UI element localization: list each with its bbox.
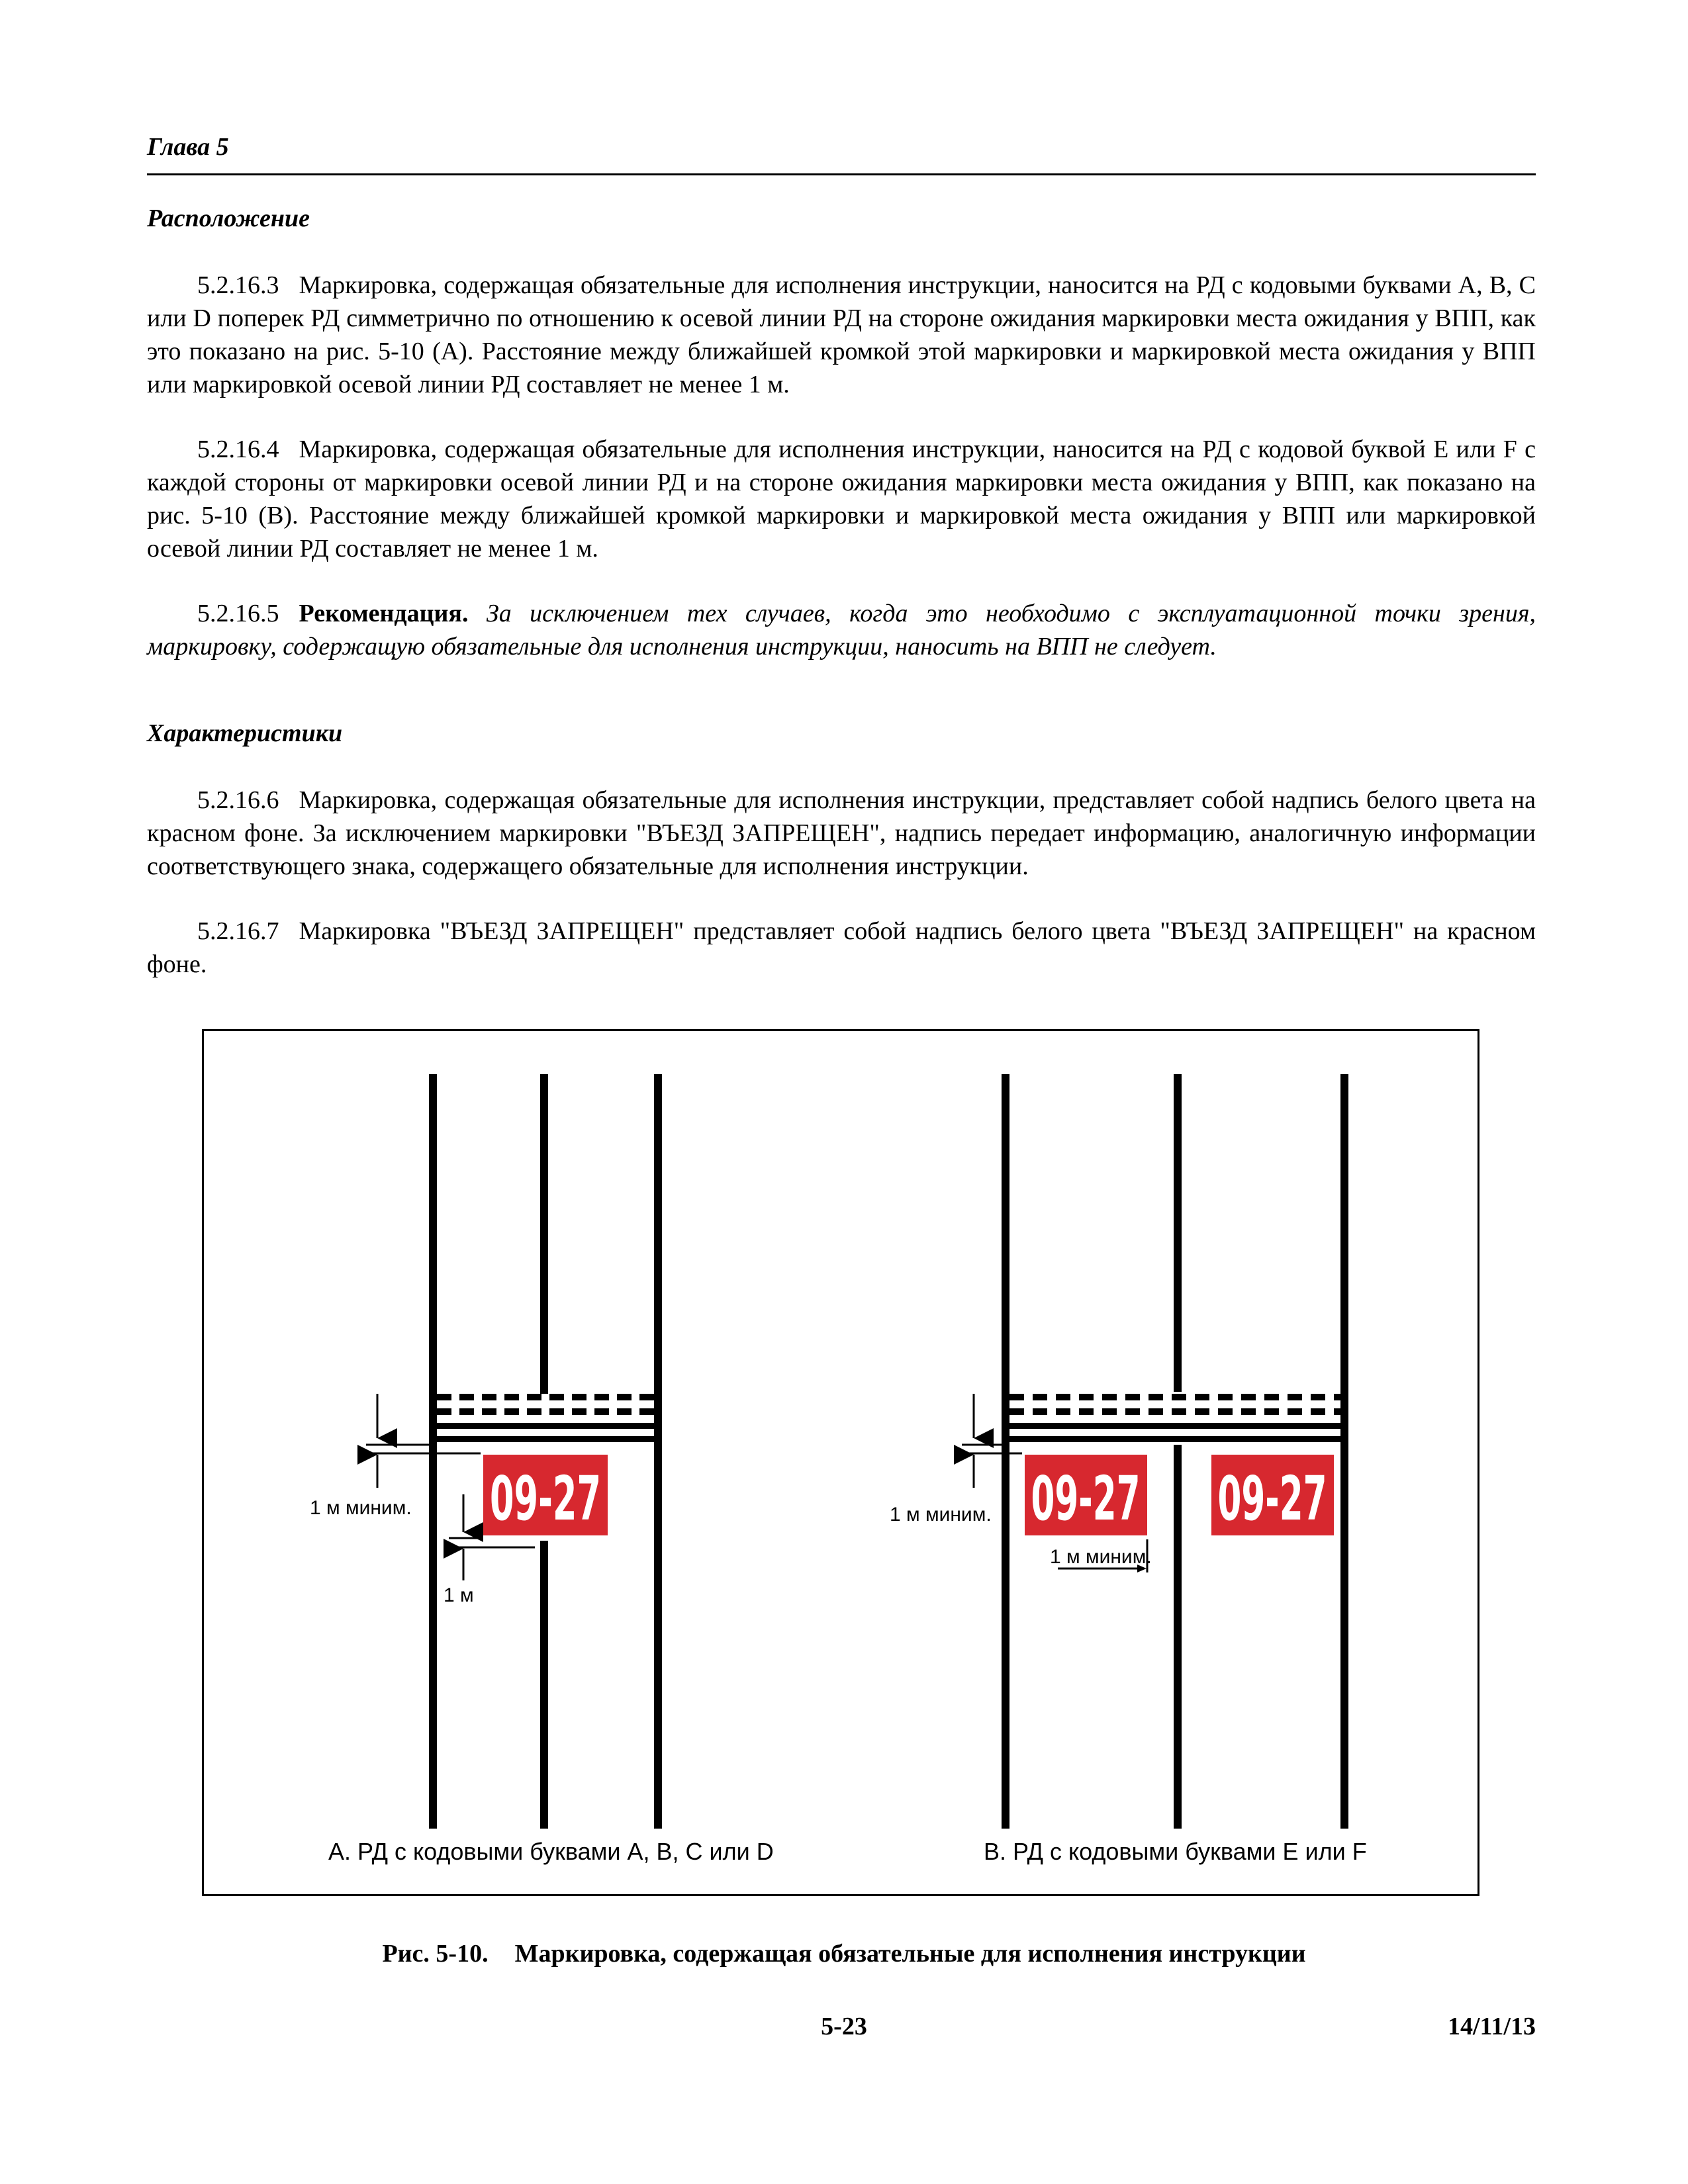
figure-caption-number: Рис. 5-10. xyxy=(382,1940,489,1968)
panel-b-holding-position-marking xyxy=(1009,1394,1348,1442)
paragraph-text: Маркировка, содержащая обязательные для исполнения инструкции, наносится на РД с кодовой буквой E или F с каждой стороны от маркировки осевой линии РД и на стороне ожидания маркировки места ожидания у ВПП, как показано на рис. 5-10 (B). Расстояние между ближайшей кромкой маркировки и маркировкой места ожидания у ВПП или маркировкой осевой линии РД составляет не менее 1 м. xyxy=(147,435,1536,563)
figure-5-10 xyxy=(202,1029,1479,1896)
panel-a-caption: A. РД с кодовыми буквами A, B, C или D xyxy=(328,1838,774,1865)
paragraph-number: 5.2.16.3 xyxy=(197,271,279,299)
panel-a-centerline-upper xyxy=(540,1074,548,1394)
panel-b-right-edge-line xyxy=(1340,1074,1348,1829)
panel-b-min-label: 1 м миним. xyxy=(890,1504,992,1525)
figure-diagram xyxy=(204,1031,1481,1898)
panel-b-centerline-lower xyxy=(1174,1445,1182,1829)
section-heading-location: Расположение xyxy=(147,205,310,232)
chapter-header xyxy=(147,132,1536,175)
panel-a-gap-label: 1 м xyxy=(444,1584,474,1606)
panel-a-holding-position-marking xyxy=(437,1394,654,1442)
paragraph-text: Маркировка, содержащая обязательные для исполнения инструкции, наносится на РД с кодовыми буквами A, B, C или D поперек РД симметрично по отношению к осевой линии РД на стороне ожидания маркировки места ожидания у ВПП, как это показано на рис. 5-10 (A). Расстояние между ближайшей кромкой этой маркировки и маркировкой места ожидания у ВПП или маркировкой осевой линии РД составляет не менее 1 м. xyxy=(147,271,1536,398)
panel-b-caption: B. РД с кодовыми буквами E или F xyxy=(984,1838,1367,1865)
paragraph-5-2-16-3 xyxy=(147,269,1536,401)
paragraph-number: 5.2.16.4 xyxy=(197,435,279,463)
panel-b-diagram xyxy=(890,1074,1367,1865)
paragraph-text: Маркировка, содержащая обязательные для исполнения инструкции, представляет собой надпись белого цвета на красном фоне. За исключением маркировки "ВЪЕЗД ЗАПРЕЩЕН", надпись передает информацию, аналогичную информации соответствующего знака, содержащего обязательные для исполнения инструкции. xyxy=(147,786,1536,880)
paragraph-5-2-16-4 xyxy=(147,433,1536,565)
section-heading-characteristics: Характеристики xyxy=(147,719,343,747)
panel-a-right-edge-line xyxy=(654,1074,662,1829)
panel-a-diagram xyxy=(310,1074,774,1865)
paragraph-number: 5.2.16.5 xyxy=(197,600,279,627)
paragraph-text: Маркировка "ВЪЕЗД ЗАПРЕЩЕН" представляет собой надпись белого цвета "ВЪЕЗД ЗАПРЕЩЕН" на красном фоне. xyxy=(147,917,1536,978)
paragraph-5-2-16-7 xyxy=(147,915,1536,981)
panel-b-sign-left-text: 09-27 xyxy=(1031,1463,1141,1534)
paragraph-number: 5.2.16.7 xyxy=(197,917,279,945)
recommendation-label: Рекомендация. xyxy=(299,600,469,627)
panel-b-gap-label: 1 м миним. xyxy=(1050,1546,1152,1568)
page-number: 5-23 xyxy=(821,2013,867,2040)
panel-a-sign-text: 09-27 xyxy=(490,1463,601,1534)
panel-b-sign-right-text: 09-27 xyxy=(1217,1463,1327,1534)
page-date: 14/11/13 xyxy=(1447,2013,1536,2040)
paragraph-5-2-16-5 xyxy=(147,597,1536,663)
paragraph-5-2-16-6 xyxy=(147,784,1536,883)
panel-b-centerline-upper xyxy=(1174,1074,1182,1392)
figure-caption xyxy=(0,1939,1688,1968)
chapter-title: Глава 5 xyxy=(147,133,229,161)
panel-a-left-edge-line xyxy=(429,1074,437,1829)
paragraph-text: За исключением тех случаев, когда это необходимо с эксплуатационной точки зрения, маркировку, содержащую обязательные для исполнения инструкции, наносить на ВПП не следует. xyxy=(147,600,1536,660)
panel-a-min-label: 1 м миним. xyxy=(310,1497,412,1519)
figure-caption-text: Маркировка, содержащая обязательные для исполнения инструкции xyxy=(514,1940,1306,1968)
panel-b-left-edge-line xyxy=(1002,1074,1009,1829)
panel-a-centerline-lower xyxy=(540,1541,548,1829)
paragraph-number: 5.2.16.6 xyxy=(197,786,279,814)
